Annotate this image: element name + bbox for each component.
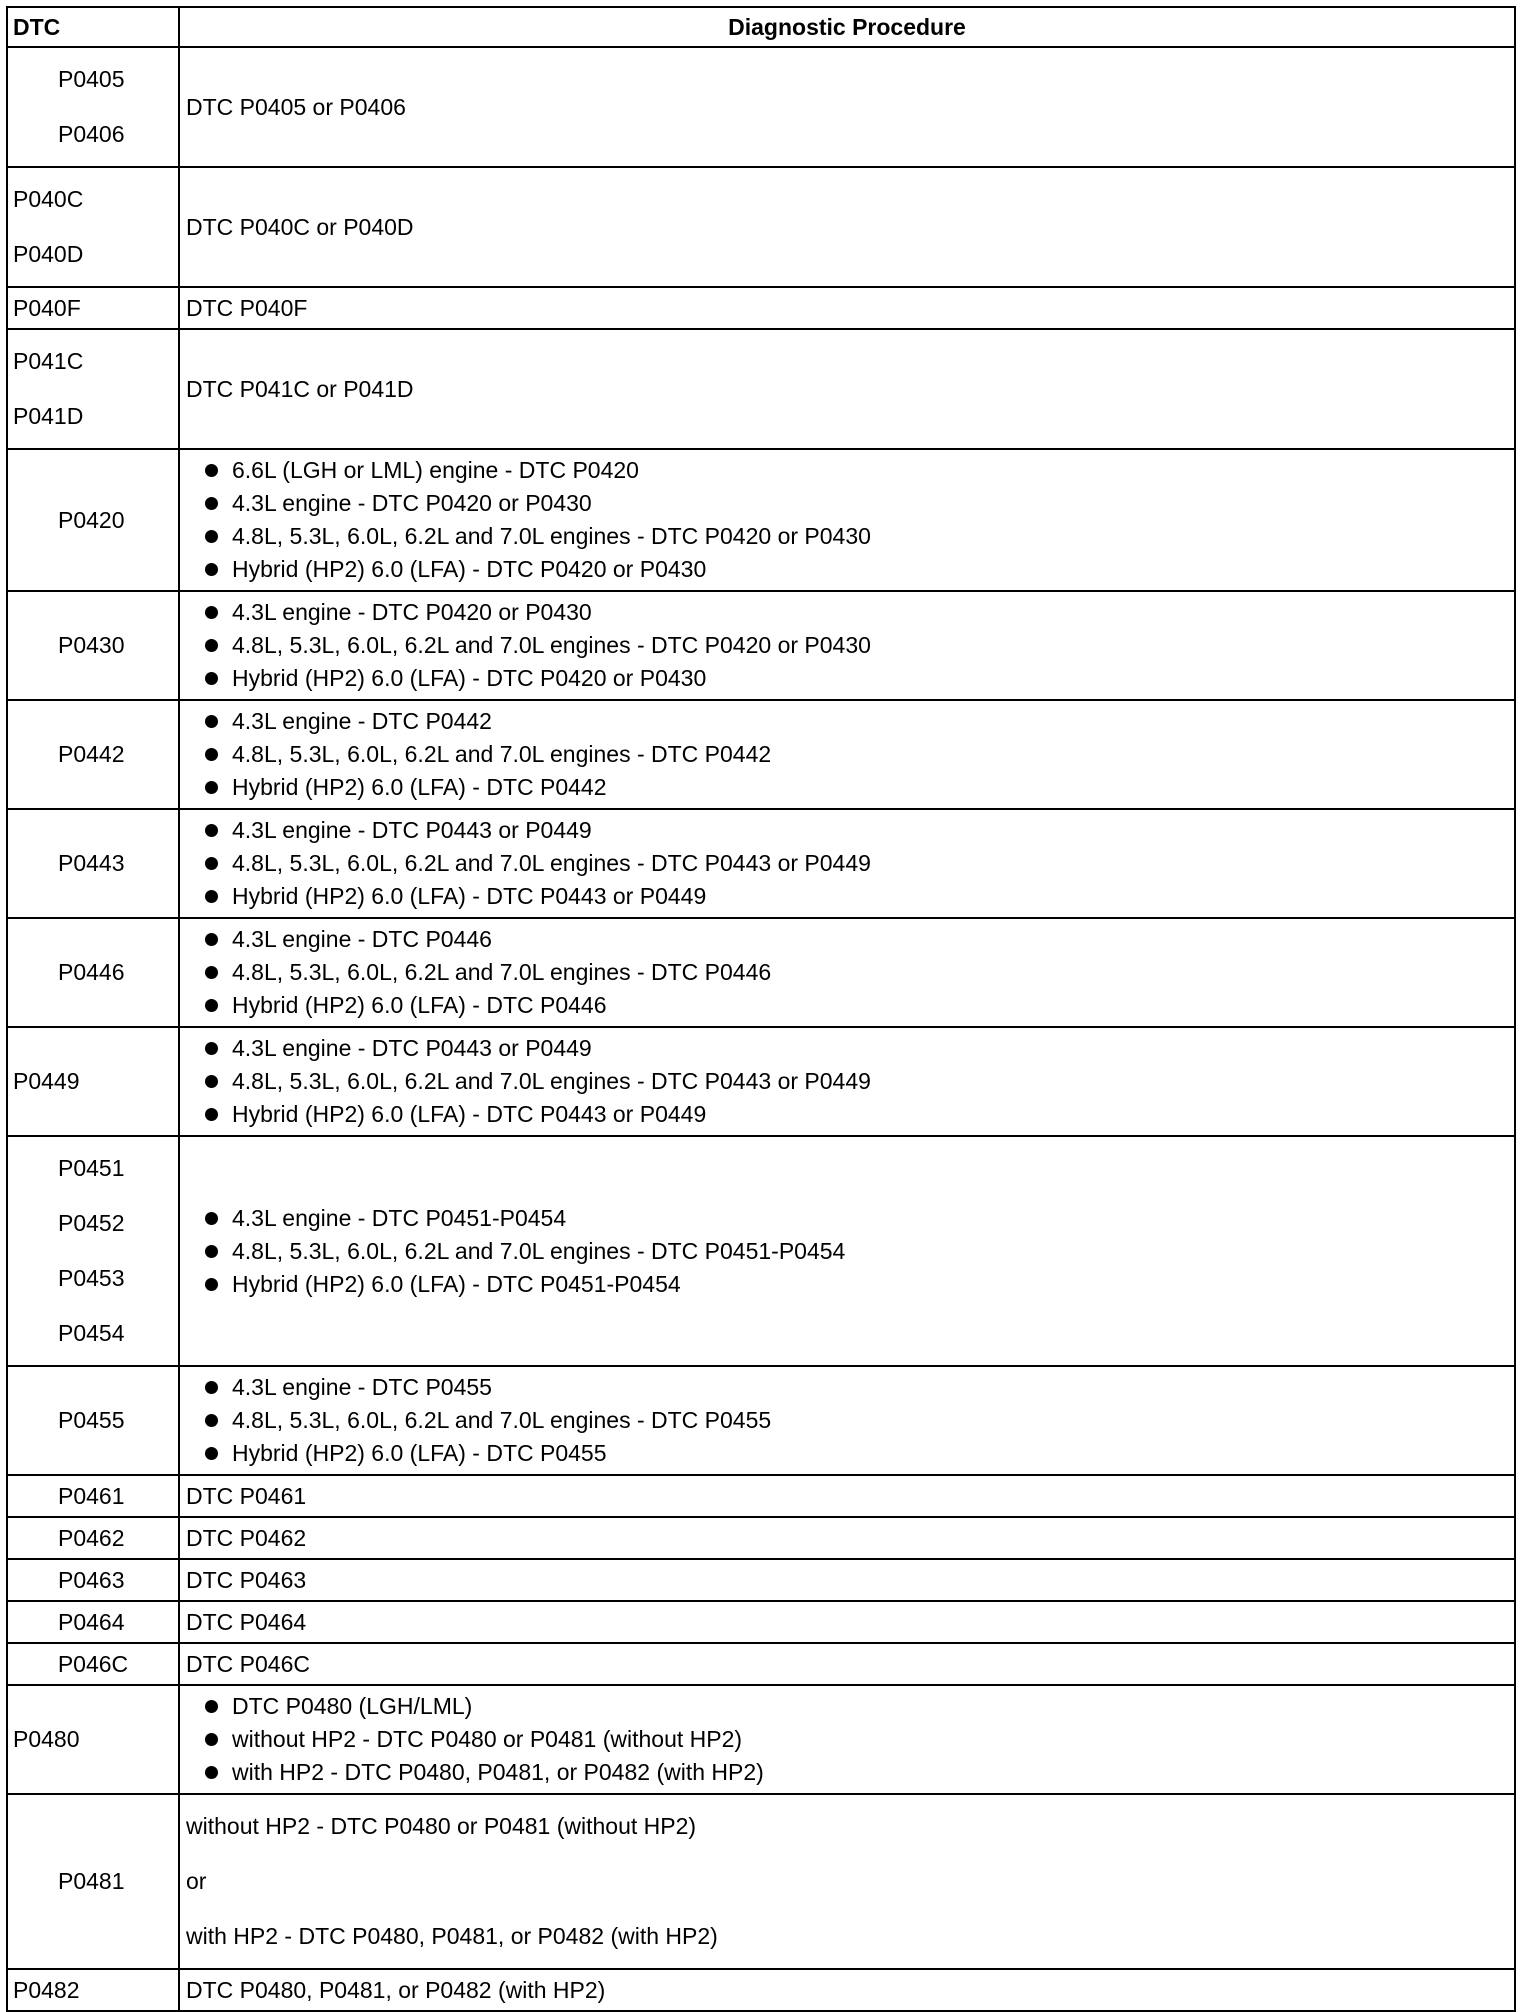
procedure-cell: DTC P040C or P040D (179, 167, 1515, 287)
list-item: 4.3L engine - DTC P0443 or P0449 (186, 814, 1508, 847)
procedure-list (186, 1690, 1508, 1789)
bullet-icon (205, 639, 218, 652)
dtc-cell (7, 167, 179, 287)
procedure-cell: DTC P0463 (179, 1559, 1515, 1601)
dtc-code: P040D (13, 241, 84, 267)
bullet-icon (205, 530, 218, 543)
bullet-icon (205, 1108, 218, 1121)
procedure-cell: DTC P041C or P041D (179, 329, 1515, 449)
table-row (7, 809, 1515, 918)
dtc-cell: P040F (7, 287, 179, 329)
bullet-icon (205, 464, 218, 477)
bullet-icon (205, 1212, 218, 1225)
dtc-cell: P046C (7, 1643, 179, 1685)
procedure-cell (179, 591, 1515, 700)
procedure-line: with HP2 - DTC P0480, P0481, or P0482 (with HP2) (186, 1923, 718, 1949)
list-item: Hybrid (HP2) 6.0 (LFA) - DTC P0443 or P0449 (186, 880, 1508, 913)
list-item: 4.3L engine - DTC P0443 or P0449 (186, 1032, 1508, 1065)
table-row (7, 1969, 1515, 2011)
procedure-list (186, 923, 1508, 1022)
table-row (7, 167, 1515, 287)
bullet-icon (205, 497, 218, 510)
table-row (7, 1366, 1515, 1475)
procedure-cell (179, 809, 1515, 918)
dtc-cell: P0461 (7, 1475, 179, 1517)
bullet-icon (205, 966, 218, 979)
table-row (7, 329, 1515, 449)
list-item: DTC P0480 (LGH/LML) (186, 1690, 1508, 1723)
procedure-cell (179, 1366, 1515, 1475)
dtc-cell: P0462 (7, 1517, 179, 1559)
procedure-list (186, 1202, 1508, 1301)
procedure-cell: DTC P040F (179, 287, 1515, 329)
table-row (7, 1475, 1515, 1517)
list-item: 4.8L, 5.3L, 6.0L, 6.2L and 7.0L engines - DTC P0443 or P0449 (186, 1065, 1508, 1098)
bullet-icon (205, 563, 218, 576)
list-item: Hybrid (HP2) 6.0 (LFA) - DTC P0442 (186, 771, 1508, 804)
list-item: 4.8L, 5.3L, 6.0L, 6.2L and 7.0L engines - DTC P0420 or P0430 (186, 520, 1508, 553)
list-item: with HP2 - DTC P0480, P0481, or P0482 (with HP2) (186, 1756, 1508, 1789)
table-row (7, 1136, 1515, 1366)
bullet-icon (205, 1733, 218, 1746)
list-item: 4.8L, 5.3L, 6.0L, 6.2L and 7.0L engines - DTC P0455 (186, 1404, 1508, 1437)
bullet-icon (205, 933, 218, 946)
bullet-icon (205, 1278, 218, 1291)
list-item: Hybrid (HP2) 6.0 (LFA) - DTC P0455 (186, 1437, 1508, 1470)
dtc-cell: P0464 (7, 1601, 179, 1643)
dtc-column-header: DTC (7, 7, 179, 47)
bullet-icon (205, 1075, 218, 1088)
table-row (7, 1559, 1515, 1601)
procedure-list (186, 1371, 1508, 1470)
table-row (7, 1027, 1515, 1136)
procedure-cell (179, 1685, 1515, 1794)
list-item: Hybrid (HP2) 6.0 (LFA) - DTC P0420 or P0430 (186, 553, 1508, 586)
procedure-cell (179, 918, 1515, 1027)
bullet-icon (205, 857, 218, 870)
dtc-table (6, 6, 1516, 2012)
table-row (7, 1517, 1515, 1559)
dtc-code: P0453 (58, 1265, 125, 1291)
table-row (7, 287, 1515, 329)
table-row (7, 47, 1515, 167)
procedure-list (186, 1032, 1508, 1131)
list-item: 4.3L engine - DTC P0420 or P0430 (186, 596, 1508, 629)
procedure-list (186, 454, 1508, 586)
dtc-cell: P0446 (7, 918, 179, 1027)
list-item: 4.8L, 5.3L, 6.0L, 6.2L and 7.0L engines - DTC P0451-P0454 (186, 1235, 1508, 1268)
procedure-cell (179, 700, 1515, 809)
bullet-icon (205, 748, 218, 761)
list-item: 6.6L (LGH or LML) engine - DTC P0420 (186, 454, 1508, 487)
dtc-cell (7, 47, 179, 167)
list-item: Hybrid (HP2) 6.0 (LFA) - DTC P0446 (186, 989, 1508, 1022)
procedure-column-header: Diagnostic Procedure (179, 7, 1515, 47)
bullet-icon (205, 715, 218, 728)
table-row (7, 449, 1515, 591)
dtc-code: P0452 (58, 1210, 125, 1236)
list-item: 4.8L, 5.3L, 6.0L, 6.2L and 7.0L engines - DTC P0420 or P0430 (186, 629, 1508, 662)
dtc-code: P0406 (58, 121, 125, 147)
procedure-cell: DTC P0462 (179, 1517, 1515, 1559)
procedure-line: without HP2 - DTC P0480 or P0481 (without HP2) (186, 1813, 697, 1839)
table-row (7, 918, 1515, 1027)
dtc-cell: P0480 (7, 1685, 179, 1794)
table-row (7, 591, 1515, 700)
bullet-icon (205, 1766, 218, 1779)
procedure-cell (179, 1027, 1515, 1136)
dtc-code: P041D (13, 403, 84, 429)
dtc-code: P0451 (58, 1155, 125, 1181)
procedure-cell: DTC P0405 or P0406 (179, 47, 1515, 167)
procedure-list (186, 814, 1508, 913)
dtc-cell: P0442 (7, 700, 179, 809)
bullet-icon (205, 1381, 218, 1394)
procedure-cell: DTC P0480, P0481, or P0482 (with HP2) (179, 1969, 1515, 2011)
dtc-table-container (6, 6, 1514, 2012)
bullet-icon (205, 1700, 218, 1713)
list-item: 4.8L, 5.3L, 6.0L, 6.2L and 7.0L engines - DTC P0442 (186, 738, 1508, 771)
table-row (7, 1794, 1515, 1969)
procedure-line: or (186, 1868, 207, 1894)
dtc-cell: P0443 (7, 809, 179, 918)
table-row (7, 1685, 1515, 1794)
procedure-cell: DTC P046C (179, 1643, 1515, 1685)
bullet-icon (205, 606, 218, 619)
bullet-icon (205, 1414, 218, 1427)
dtc-code: P041C (13, 348, 84, 374)
bullet-icon (205, 1447, 218, 1460)
dtc-cell (7, 329, 179, 449)
procedure-cell (179, 449, 1515, 591)
procedure-list (186, 596, 1508, 695)
procedure-list (186, 705, 1508, 804)
dtc-cell: P0449 (7, 1027, 179, 1136)
bullet-icon (205, 890, 218, 903)
dtc-cell (7, 1136, 179, 1366)
dtc-code: P0405 (58, 66, 125, 92)
table-row (7, 700, 1515, 809)
dtc-code: P0454 (58, 1320, 125, 1346)
list-item: 4.3L engine - DTC P0420 or P0430 (186, 487, 1508, 520)
dtc-cell: P0482 (7, 1969, 179, 2011)
procedure-cell: DTC P0461 (179, 1475, 1515, 1517)
dtc-code: P040C (13, 186, 84, 212)
header-row (7, 7, 1515, 47)
list-item: without HP2 - DTC P0480 or P0481 (without HP2) (186, 1723, 1508, 1756)
list-item: 4.8L, 5.3L, 6.0L, 6.2L and 7.0L engines - DTC P0443 or P0449 (186, 847, 1508, 880)
list-item: 4.3L engine - DTC P0455 (186, 1371, 1508, 1404)
bullet-icon (205, 824, 218, 837)
bullet-icon (205, 999, 218, 1012)
list-item: 4.3L engine - DTC P0442 (186, 705, 1508, 738)
dtc-cell: P0455 (7, 1366, 179, 1475)
table-row (7, 1643, 1515, 1685)
procedure-cell (179, 1794, 1515, 1969)
list-item: Hybrid (HP2) 6.0 (LFA) - DTC P0420 or P0430 (186, 662, 1508, 695)
bullet-icon (205, 1042, 218, 1055)
bullet-icon (205, 781, 218, 794)
dtc-cell: P0481 (7, 1794, 179, 1969)
list-item: Hybrid (HP2) 6.0 (LFA) - DTC P0443 or P0449 (186, 1098, 1508, 1131)
table-row (7, 1601, 1515, 1643)
procedure-cell: DTC P0464 (179, 1601, 1515, 1643)
dtc-cell: P0420 (7, 449, 179, 591)
list-item: Hybrid (HP2) 6.0 (LFA) - DTC P0451-P0454 (186, 1268, 1508, 1301)
bullet-icon (205, 1245, 218, 1258)
dtc-cell: P0430 (7, 591, 179, 700)
procedure-cell (179, 1136, 1515, 1366)
dtc-cell: P0463 (7, 1559, 179, 1601)
list-item: 4.3L engine - DTC P0446 (186, 923, 1508, 956)
bullet-icon (205, 672, 218, 685)
list-item: 4.3L engine - DTC P0451-P0454 (186, 1202, 1508, 1235)
list-item: 4.8L, 5.3L, 6.0L, 6.2L and 7.0L engines - DTC P0446 (186, 956, 1508, 989)
